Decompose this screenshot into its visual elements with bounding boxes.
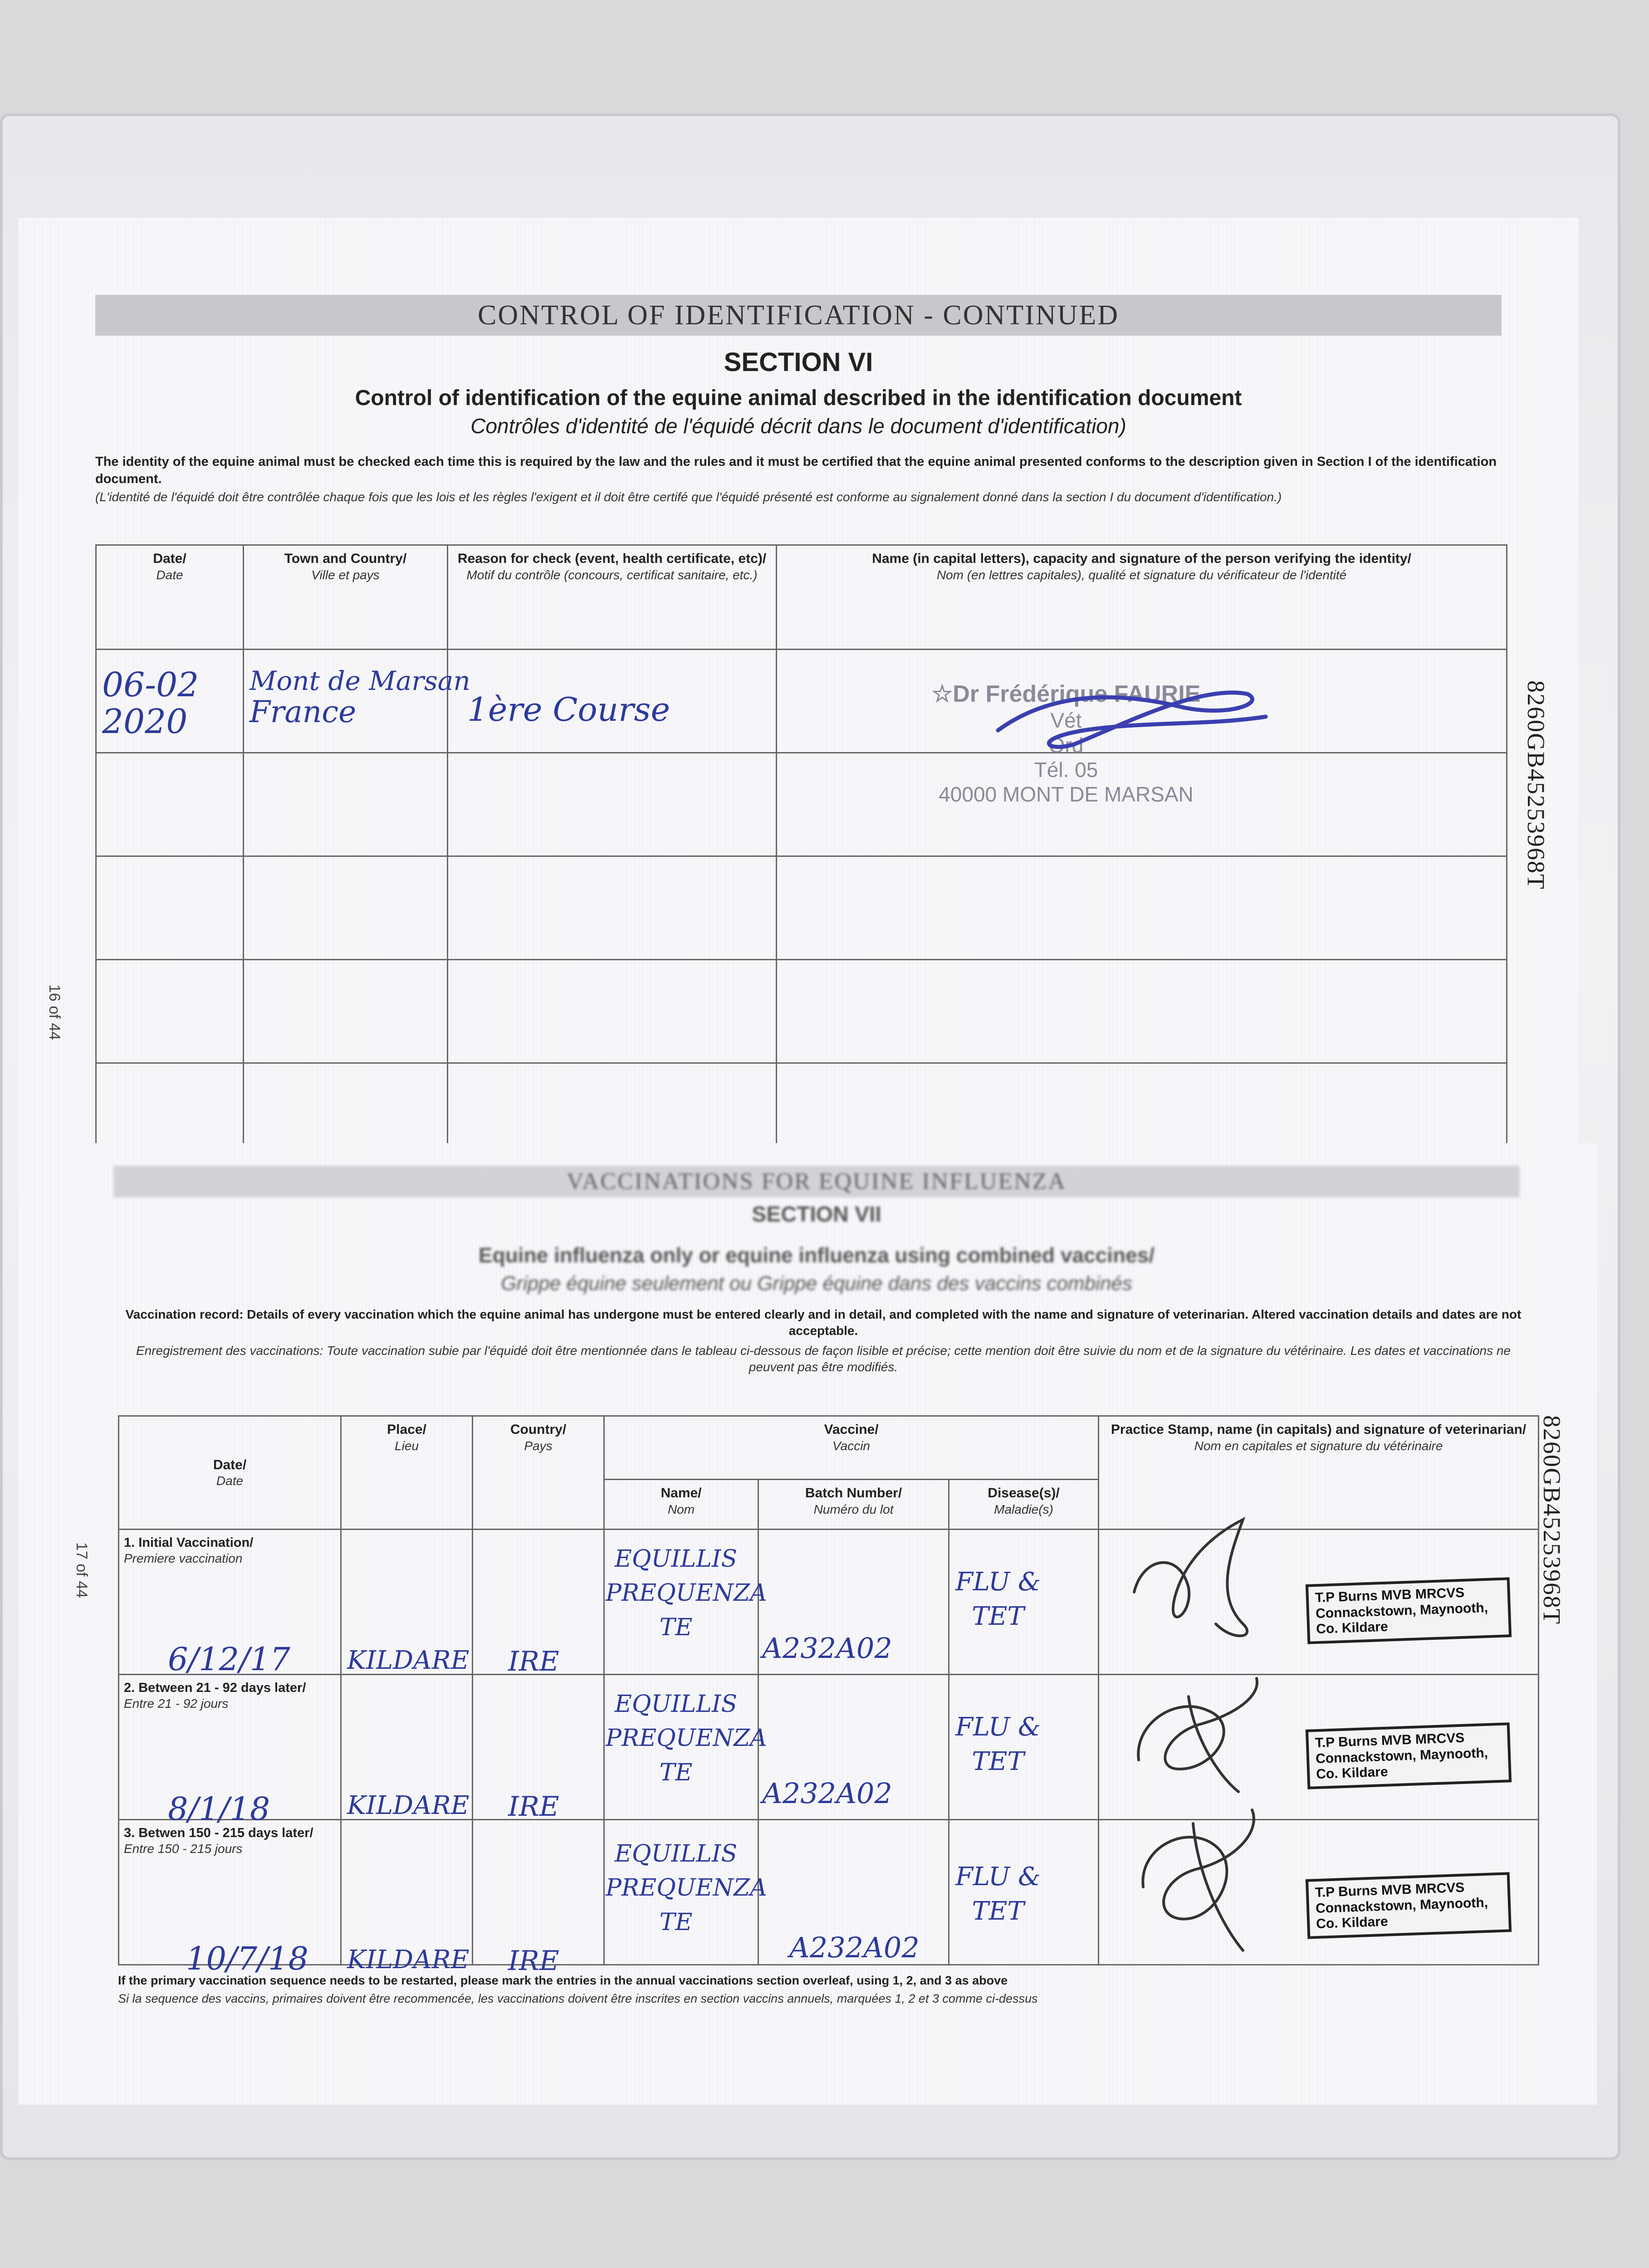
section-vii-heading-fr: Grippe équine seulement ou Grippe équine dans des vaccins combinés [501, 1272, 1132, 1295]
row3-batch: A232A02 [789, 1931, 920, 1964]
row1-practice-stamp: T.P Burns MVB MRCVS Connackstown, Maynooth, Co. Kildare [1306, 1577, 1512, 1644]
vet-stamp-fr: ☆Dr Frédérique FAURIE Vét Ord Tél. 05 40000 MONT DE MARSAN [931, 681, 1201, 807]
entry-town: Mont de Marsan France [250, 665, 470, 729]
section-vii-heading: Equine influenza only or equine influenza using combined vaccines/ [478, 1243, 1155, 1267]
row1-country: IRE [508, 1646, 559, 1677]
table-header-row: Date/ Date Place/ Lieu Country/ Pays Vaccine/ Vaccin Practice Stamp, name (in capitals) and signature of veterinarian/ Nom en capitales et signature du vétérinaire [119, 1416, 1539, 1480]
row1-vaccine-name: EQUILLIS PREQUENZA TE [606, 1545, 767, 1641]
footer-note-fr: Si la sequence des vaccins, primaires doivent être recommencée, les vaccinations doivent être inscrites en section vaccins annuels, marquées 1, 2 et 3 comme ci-dessus [118, 1992, 1038, 2005]
col-verifier: Name (in capital letters), capacity and signature of the person verifying the identity/ [872, 551, 1411, 566]
row1-batch: A232A02 [762, 1632, 892, 1665]
row3-place: KILDARE [347, 1945, 470, 1975]
vet-signature-row1 [1125, 1515, 1275, 1651]
entry-reason: 1ère Course [467, 690, 670, 728]
col-date: Date/ [153, 551, 186, 566]
table-header-row: Date/ Date Town and Country/ Ville et pays Reason for check (event, health certificate, etc)/ Motif du contrôle (concours, certificat sanitaire, etc.) Name (in capital letters), capacity and signature of the person verifying the identity/ Nom (en lettres capitales), qualité et signature du vérificateur de l'identité [96, 545, 1507, 650]
section-vii-title: SECTION VII [752, 1202, 881, 1227]
row3-vaccine-name: EQUILLIS PREQUENZA TE [606, 1840, 767, 1936]
vet-signature-row2 [1125, 1669, 1275, 1801]
vaccination-record-note-fr: Enregistrement des vaccinations: Toute vaccination subie par l'équidé doit être mentionnée dans le tableau ci-dessous de façon lisible et précise; cette mention doit être suivie du nom et de la signature du vétérinaire. Les dates et vaccinations ne peuvent pas être modifiés. [136, 1344, 1511, 1374]
row2-vaccine-name: EQUILLIS PREQUENZA TE [606, 1691, 767, 1786]
entry-date: 06-02 2020 [102, 665, 199, 742]
row1-disease: FLU & TET [955, 1567, 1041, 1631]
row3-practice-stamp: T.P Burns MVB MRCVS Connackstown, Maynooth, Co. Kildare [1306, 1872, 1512, 1939]
section-vi-title: SECTION VI [724, 347, 873, 377]
row3-disease: FLU & TET [955, 1862, 1041, 1926]
table-row: 1. Initial Vaccination/ Premiere vaccination [119, 1530, 1539, 1675]
row2-batch: A232A02 [762, 1777, 892, 1810]
table-subheader-row: Name/ Nom Batch Number/ Numéro du lot Disease(s)/ Maladie(s) [119, 1480, 1539, 1530]
table-row: 3. Betwen 150 - 215 days later/ Entre 150 - 215 jours [119, 1820, 1539, 1965]
row2-practice-stamp: T.P Burns MVB MRCVS Connackstown, Maynooth, Co. Kildare [1306, 1722, 1512, 1789]
table-row [96, 856, 1507, 960]
page-number: 17 of 44 [73, 1542, 90, 1598]
row1-date: 6/12/17 [168, 1641, 290, 1678]
row1-place: KILDARE [347, 1646, 470, 1675]
vaccination-record-note: Vaccination record: Details of every vaccination which the equine animal has undergone must be entered clearly and in detail, and completed with the name and signature of veterinarian. Altered vaccination details and dates are not acceptable. [125, 1307, 1522, 1338]
footer-note: If the primary vaccination sequence needs to be restarted, please mark the entries in the annual vaccinations section overleaf, using 1, 2, and 3 as above [118, 1974, 1008, 1987]
table-row [96, 960, 1507, 1063]
page-section-vi [18, 218, 1579, 1166]
serial-number-top: 8260GB45253968T [1522, 680, 1550, 890]
row2-disease: FLU & TET [955, 1712, 1041, 1776]
row3-country: IRE [508, 1945, 559, 1977]
section-vii-banner: VACCINATIONS FOR EQUINE INFLUENZA [113, 1166, 1520, 1198]
identity-check-table [95, 544, 1507, 1167]
page-number: 16 of 44 [46, 984, 63, 1040]
table-row [96, 753, 1507, 856]
section-vi-intro: The identity of the equine animal must be checked each time this is required by the law and the rules and it must be certified that the equine animal presented conforms to the description given in Section I of the identification document. [95, 455, 1497, 486]
col-town: Town and Country/ [284, 551, 407, 566]
section-vi-heading-fr: Contrôles d'identité de l'équidé décrit dans le document d'identification) [470, 414, 1126, 438]
page-section-vii [18, 1143, 1597, 2105]
section-vi-heading: Control of identification of the equine animal described in the identification document [355, 386, 1242, 410]
vet-signature-row3 [1125, 1805, 1275, 1960]
vet-signature [993, 676, 1275, 758]
col-reason: Reason for check (event, health certificate, etc)/ [457, 551, 767, 566]
row2-country: IRE [508, 1791, 559, 1823]
section-vi-banner: CONTROL OF IDENTIFICATION - CONTINUED [95, 295, 1502, 336]
table-row: 2. Between 21 - 92 days later/ Entre 21 - 92 jours [119, 1675, 1539, 1820]
row3-date: 10/7/18 [186, 1940, 308, 1977]
row2-place: KILDARE [347, 1791, 470, 1820]
row2-date: 8/1/18 [168, 1790, 270, 1828]
section-vi-intro-fr: (L'identité de l'équidé doit être contrôlée chaque fois que les lois et les règles l'exigent et il doit être certifé que l'équidé présenté est conforme au signalement donné dans la section I du document d'identification.) [95, 490, 1282, 504]
serial-number-bottom: 8260GB45253968T [1538, 1415, 1566, 1625]
